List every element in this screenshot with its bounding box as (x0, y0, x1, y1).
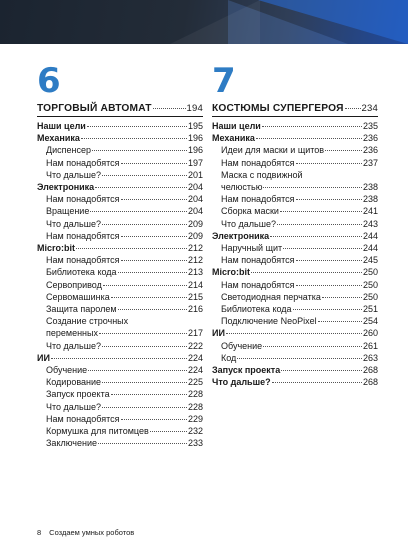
toc-entry-label: Запуск проекта (212, 365, 281, 376)
toc-entry-label: Наши цели (37, 121, 86, 131)
toc-entry-page: 251 (362, 304, 378, 315)
dot-leader (153, 108, 186, 109)
toc-entry-label: Нам понадобятся (46, 230, 120, 241)
toc-section-entry[interactable] (37, 181, 203, 193)
toc-entry-page: 225 (187, 377, 203, 388)
toc-entry-page: 232 (187, 426, 203, 437)
dot-leader (81, 138, 187, 139)
dot-leader (280, 211, 362, 212)
toc-subsection-entry[interactable] (37, 388, 203, 400)
toc-section-entry[interactable] (37, 352, 203, 364)
toc-entry-label: Нам понадобятся (46, 157, 120, 168)
toc-entry-label: Библиотека кода (221, 304, 292, 315)
toc-entry-page: 233 (187, 438, 203, 449)
chapter-title: ТОРГОВЫЙ АВТОМАТ (37, 103, 152, 114)
toc-subsection-entry[interactable] (37, 157, 203, 169)
toc-entry-label: Обучение (46, 365, 88, 376)
dot-leader (150, 431, 187, 432)
dot-leader (102, 224, 187, 225)
chapter-number: 6 (37, 61, 61, 101)
toc-entry-page: 237 (362, 157, 378, 168)
toc-subsection-entry[interactable] (37, 327, 203, 339)
dot-leader (121, 163, 187, 164)
toc-subsection-entry[interactable] (37, 437, 203, 449)
toc-entry-page: 250 (362, 267, 378, 278)
toc-subsection-entry[interactable] (212, 242, 378, 254)
toc-section-entry[interactable] (212, 120, 378, 132)
toc-entry-page: 245 (362, 255, 378, 266)
toc-subsection-entry[interactable] (212, 157, 378, 169)
toc-subsection-entry[interactable] (212, 340, 378, 352)
toc-entry-page: 217 (187, 328, 203, 339)
toc-entry-label: Заключение (46, 438, 97, 449)
toc-entry-page: 241 (362, 206, 378, 217)
header-banner (0, 0, 408, 44)
toc-subsection-entry[interactable] (37, 413, 203, 425)
toc-entry-label: Нам понадобятся (221, 279, 295, 290)
toc-entry-label: Micro:bit (212, 267, 250, 278)
toc-entry-label: переменных (46, 328, 98, 339)
toc-entry-label: Нам понадобятся (221, 255, 295, 266)
toc-entry-label: Кормушка для питомцев (46, 426, 149, 437)
toc-entry-label: Механика (212, 133, 255, 144)
dot-leader (345, 108, 361, 109)
dot-leader (98, 443, 187, 444)
dot-leader (95, 187, 187, 188)
dot-leader (277, 224, 362, 225)
banner-facet (170, 0, 260, 44)
toc-entry-label: Кодирование (46, 377, 102, 388)
dot-leader (262, 126, 362, 127)
toc-entry-label: Что дальше? (46, 218, 101, 229)
toc-entry-page: 244 (362, 230, 378, 241)
toc-entry-label: Подключение NeoPixel (221, 316, 317, 327)
toc-entry-label: Обучение (221, 340, 263, 351)
toc-subsection-entry[interactable] (37, 193, 203, 205)
dot-leader (92, 150, 187, 151)
toc-subsection-entry[interactable] (37, 266, 203, 278)
dot-leader (88, 370, 187, 371)
toc-entry-page: 238 (362, 194, 378, 205)
toc-subsection-entry[interactable] (37, 144, 203, 156)
toc-entry-page: 204 (187, 206, 203, 217)
toc-entry-label: Нам понадобятся (46, 194, 120, 205)
toc-subsection-entry[interactable] (212, 291, 378, 303)
chapter-title: КОСТЮМЫ СУПЕРГЕРОЯ (212, 103, 344, 114)
toc-subsection-entry[interactable] (212, 279, 378, 291)
toc-entry-label: челюстью (221, 182, 263, 193)
toc-entry-label: Светодиодная перчатка (221, 291, 321, 302)
dot-leader (111, 297, 187, 298)
toc-entry-page: 215 (187, 291, 203, 302)
toc-subsection-entry[interactable] (212, 205, 378, 217)
toc-subsection-entry[interactable] (37, 205, 203, 217)
dot-leader (296, 260, 362, 261)
toc-entry-label: Что дальше? (46, 401, 101, 412)
toc-entry-page: 229 (187, 413, 203, 424)
toc-section-entry[interactable] (212, 364, 378, 376)
toc-entry-label: Электроника (37, 182, 95, 193)
toc-subsection-entry[interactable] (212, 193, 378, 205)
dot-leader (102, 346, 187, 347)
dot-leader (325, 150, 362, 151)
toc-entry-page: 209 (187, 230, 203, 241)
toc-entry-page: 244 (362, 243, 378, 254)
toc-entry-page: 268 (362, 377, 378, 388)
dot-leader (51, 358, 187, 359)
toc-subsection-entry[interactable] (212, 181, 378, 193)
dot-leader (99, 333, 187, 334)
toc-entry-label: Что дальше? (212, 377, 271, 388)
toc-entry-label: Сервомашинка (46, 291, 110, 302)
chapter-7-column (212, 61, 378, 388)
dot-leader (90, 211, 187, 212)
toc-entry-label: ИИ (212, 328, 225, 339)
toc-entry-label: Код (221, 352, 237, 363)
dot-leader (76, 248, 187, 249)
dot-leader (256, 138, 362, 139)
toc-entry-label: Что дальше? (221, 218, 276, 229)
toc-entry-page: 196 (187, 133, 203, 144)
toc-subsection-entry[interactable] (212, 315, 378, 327)
toc-section-entry[interactable] (37, 132, 203, 144)
toc-entry-label: Идеи для маски и щитов (221, 145, 325, 156)
toc-entry-label: Сервопривод (46, 279, 102, 290)
dot-leader (263, 187, 362, 188)
dot-leader (102, 407, 187, 408)
toc-subsection-entry[interactable] (37, 376, 203, 388)
toc-entry-page: 209 (187, 218, 203, 229)
toc-subsection-entry[interactable] (37, 230, 203, 242)
toc-entry-label: Micro:bit (37, 243, 75, 254)
dot-leader (118, 309, 187, 310)
dot-leader (296, 285, 362, 286)
toc-entry-label: Библиотека кода (46, 267, 117, 278)
toc-entry-label-line: Создание строчных (46, 316, 129, 327)
toc-entry-page: 195 (187, 121, 203, 131)
toc-entry-label: Вращение (46, 206, 90, 217)
toc-entry-page: 224 (187, 352, 203, 363)
toc-subsection-entry[interactable] (37, 364, 203, 376)
toc-entry-page: 250 (362, 279, 378, 290)
toc-entry-page: 254 (362, 316, 378, 327)
toc-section-entry[interactable] (212, 266, 378, 278)
toc-entry-page: 228 (187, 389, 203, 400)
dot-leader (121, 419, 187, 420)
toc-section-entry[interactable] (212, 327, 378, 339)
toc-entry-page: 243 (362, 218, 378, 229)
dot-leader (121, 260, 187, 261)
toc-subsection-entry[interactable] (37, 169, 203, 181)
toc-entry-page: 212 (187, 255, 203, 266)
chapter-page: 194 (186, 103, 203, 114)
book-title: Создаем умных роботов (49, 528, 135, 537)
toc-entry-label: Нам понадобятся (46, 255, 120, 266)
toc-entry-page: 204 (187, 182, 203, 193)
toc-entries (37, 120, 203, 449)
toc-entry-label: Нам понадобятся (221, 157, 295, 168)
toc-entry-label: Диспенсер (46, 145, 91, 156)
toc-entry-page: 260 (362, 328, 378, 339)
dot-leader (296, 199, 362, 200)
toc-entry-label: Защита паролем (46, 304, 117, 315)
dot-leader (103, 285, 187, 286)
dot-leader (102, 175, 187, 176)
toc-subsection-entry[interactable] (37, 340, 203, 352)
chapter-6-column (37, 61, 203, 449)
toc-entry-page: 250 (362, 291, 378, 302)
toc-entry-page: 222 (187, 340, 203, 351)
toc-entry-page: 216 (187, 304, 203, 315)
toc-entry-page: 236 (362, 145, 378, 156)
dot-leader (251, 272, 362, 273)
dot-leader (111, 394, 187, 395)
dot-leader (121, 236, 187, 237)
dot-leader (281, 370, 362, 371)
toc-entry-page: 263 (362, 352, 378, 363)
toc-entry-label-line: Маска с подвижной (221, 169, 303, 180)
dot-leader (270, 236, 362, 237)
chapter-page: 234 (361, 103, 378, 114)
toc-entry-label: Что дальше? (46, 169, 101, 180)
toc-entry-page: 224 (187, 365, 203, 376)
page-footer (37, 528, 134, 538)
toc-entry-label: Нам понадобятся (46, 413, 120, 424)
toc-entry-page: 204 (187, 194, 203, 205)
toc-entry-page: 213 (187, 267, 203, 278)
toc-section-entry[interactable] (37, 242, 203, 254)
toc-entry-label: Электроника (212, 230, 270, 241)
dot-leader (296, 163, 362, 164)
toc-subsection-entry[interactable] (37, 303, 203, 315)
toc-entry-page: 228 (187, 401, 203, 412)
dot-leader (318, 321, 362, 322)
toc-entry-page: 197 (187, 157, 203, 168)
toc-entry-page: 201 (187, 169, 203, 180)
toc-subsection-entry[interactable] (37, 401, 203, 413)
dot-leader (226, 333, 362, 334)
toc-entry-page: 236 (362, 133, 378, 144)
dot-leader (283, 248, 362, 249)
dot-leader (121, 199, 187, 200)
toc-section-entry[interactable] (212, 230, 378, 242)
toc-entry-page: 238 (362, 182, 378, 193)
toc-subsection-entry[interactable] (212, 144, 378, 156)
chapter-number: 7 (212, 61, 236, 101)
toc-entry-page: 212 (187, 243, 203, 254)
toc-section-entry[interactable] (37, 120, 203, 132)
toc-entry-page: 268 (362, 365, 378, 376)
toc-entry-page: 196 (187, 145, 203, 156)
toc-entry-label: Запуск проекта (46, 389, 110, 400)
page-number: 8 (37, 528, 42, 537)
dot-leader (263, 346, 362, 347)
dot-leader (87, 126, 187, 127)
toc-entry-label: Наши цели (212, 121, 261, 131)
chapter-title-row[interactable] (37, 102, 203, 117)
chapter-title-row[interactable] (212, 102, 378, 117)
toc-entry-page: 261 (362, 340, 378, 351)
dot-leader (118, 272, 187, 273)
dot-leader (237, 358, 362, 359)
dot-leader (102, 382, 187, 383)
toc-entry-page: 214 (187, 279, 203, 290)
toc-entry-label: Что дальше? (46, 340, 101, 351)
toc-subsection-entry[interactable] (37, 291, 203, 303)
toc-subsection-entry[interactable] (212, 352, 378, 364)
toc-subsection-entry[interactable] (37, 279, 203, 291)
toc-entry-page: 235 (362, 121, 378, 131)
toc-subsection-entry[interactable] (37, 425, 203, 437)
toc-entry-label: Сборка маски (221, 206, 279, 217)
toc-entries (212, 120, 378, 388)
toc-subsection-entry[interactable] (37, 254, 203, 266)
toc-subsection-entry[interactable] (212, 303, 378, 315)
toc-entry-label: ИИ (37, 352, 50, 363)
toc-subsection-entry[interactable] (37, 218, 203, 230)
dot-leader (322, 297, 362, 298)
dot-leader (293, 309, 362, 310)
toc-subsection-entry[interactable] (212, 254, 378, 266)
toc-entry-label: Нам понадобятся (221, 194, 295, 205)
toc-section-entry[interactable] (212, 132, 378, 144)
toc-subsection-entry[interactable] (212, 218, 378, 230)
toc-entry-label: Наручный щит (221, 243, 283, 254)
dot-leader (272, 382, 362, 383)
toc-section-entry[interactable] (212, 376, 378, 388)
toc-entry-label: Механика (37, 133, 80, 144)
